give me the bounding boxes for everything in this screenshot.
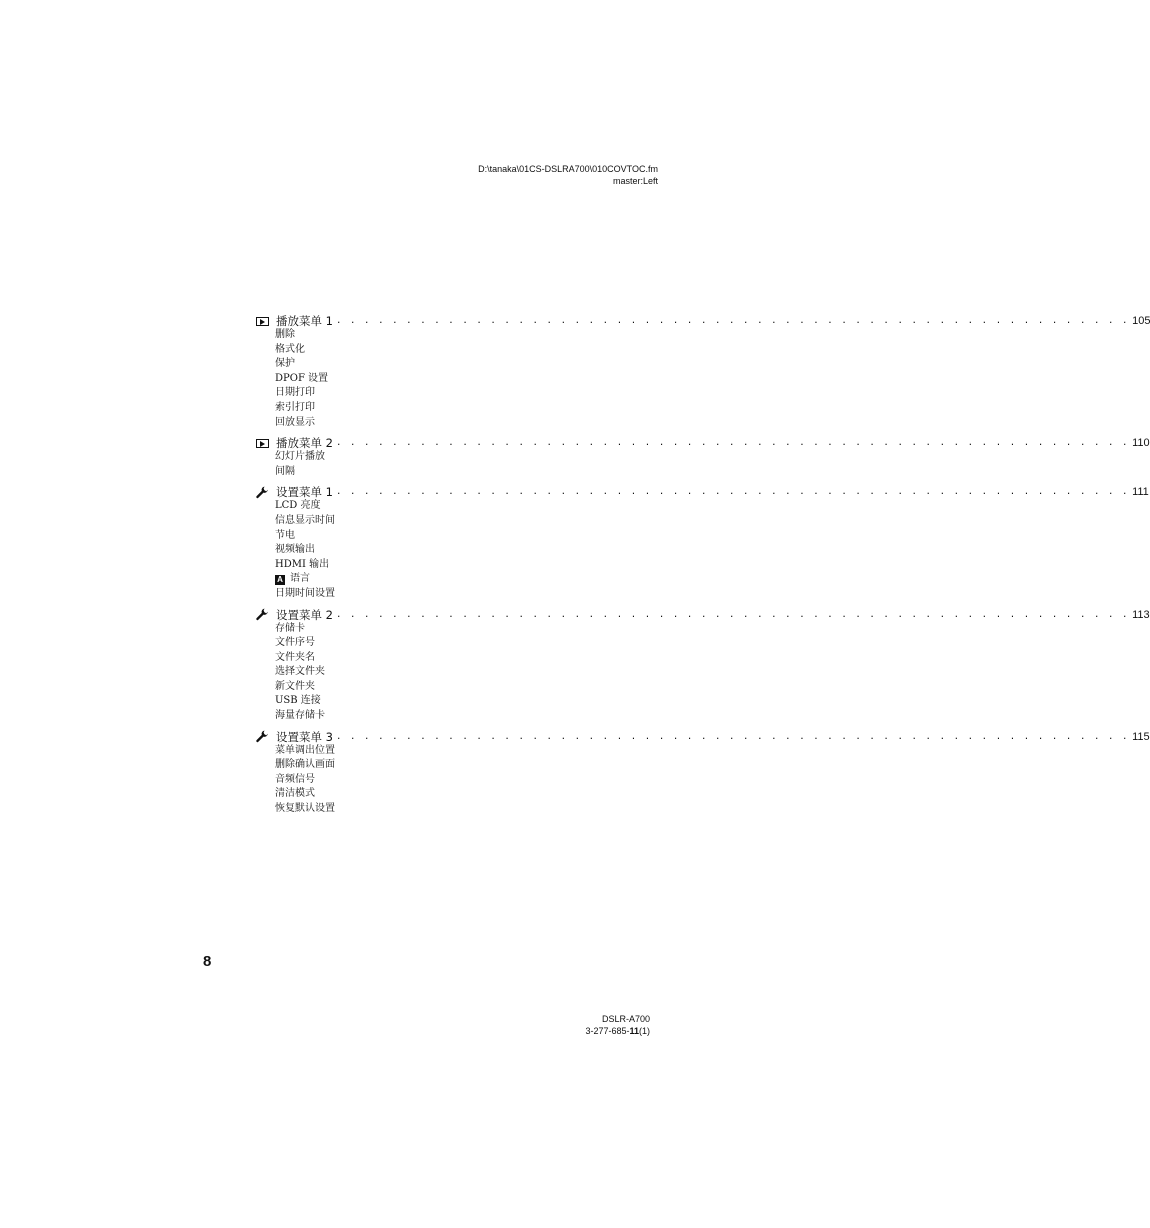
- dot-leader: . . . . . . . . . . . . . . . . . . . . . . . . . . . . . . . . . . . . . . . . . . . . . . . . . . . . . . . . .: [335, 487, 1130, 498]
- toc-item[interactable]: 间隔: [275, 465, 295, 477]
- toc-item[interactable]: 海量存储卡: [275, 710, 325, 722]
- toc-item[interactable]: 清洁模式: [275, 788, 315, 800]
- section-page-number: 110: [1132, 437, 1150, 450]
- play-icon: [256, 436, 269, 450]
- wrench-icon: [256, 485, 269, 499]
- toc-entry-setup-2[interactable]: [256, 606, 1150, 622]
- toc-section-setup-2: [256, 606, 1150, 724]
- toc-item-label: 语言: [290, 573, 310, 585]
- toc-item[interactable]: 删除: [275, 329, 295, 340]
- toc-section-setup-1: [256, 483, 1149, 601]
- toc-item[interactable]: 选择文件夹: [275, 666, 325, 678]
- toc-item[interactable]: 索引打印: [275, 401, 315, 413]
- toc-item[interactable]: 格式化: [275, 343, 305, 355]
- toc-entry-setup-1[interactable]: [256, 483, 1149, 500]
- toc-item[interactable]: 幻灯片播放: [275, 451, 325, 463]
- toc-item-language[interactable]: [275, 572, 658, 587]
- toc-section-setup-3: [256, 728, 1150, 817]
- document-code: [585, 1025, 650, 1037]
- toc-item[interactable]: LCD 亮度: [275, 500, 321, 512]
- toc-entry-playback-2[interactable]: [256, 434, 1150, 451]
- code-prefix: 3-277-685-: [585, 1026, 630, 1036]
- master-page-label: master:Left: [612, 176, 658, 186]
- language-icon: A: [275, 575, 285, 585]
- play-icon: [256, 314, 269, 328]
- toc-entry-playback-1[interactable]: [256, 312, 1150, 328]
- toc-item[interactable]: 文件序号: [275, 637, 315, 649]
- dot-leader: . . . . . . . . . . . . . . . . . . . . . . . . . . . . . . . . . . . . . . . . . . . . . . . . . . . . . . . . .: [335, 316, 1130, 326]
- code-bold: 11: [629, 1026, 639, 1036]
- section-page-number: 115: [1132, 730, 1150, 743]
- toc-section-playback-2: [256, 434, 1150, 479]
- section-items: [256, 744, 658, 817]
- section-page-number: 111: [1132, 486, 1149, 499]
- section-title: 播放菜单 1: [276, 314, 333, 328]
- dot-leader: . . . . . . . . . . . . . . . . . . . . . . . . . . . . . . . . . . . . . . . . . . . . . . . . . . . . . . . . .: [335, 438, 1130, 449]
- toc-item[interactable]: 新文件夹: [275, 680, 315, 692]
- toc-item[interactable]: 回放显示: [275, 416, 315, 428]
- section-title: 设置菜单 2: [276, 607, 333, 622]
- dot-leader: . . . . . . . . . . . . . . . . . . . . . . . . . . . . . . . . . . . . . . . . . . . . . . . . . . . . . . . . .: [335, 609, 1130, 620]
- code-suffix: (1): [639, 1026, 650, 1036]
- dot-leader: . . . . . . . . . . . . . . . . . . . . . . . . . . . . . . . . . . . . . . . . . . . . . . . . . . . . . . . . .: [335, 731, 1130, 742]
- section-title: 设置菜单 3: [276, 729, 333, 744]
- toc-entry-setup-3[interactable]: [256, 728, 1150, 744]
- toc-section-playback-1: [256, 312, 1150, 430]
- toc-item[interactable]: HDMI 输出: [275, 558, 330, 570]
- toc-item[interactable]: DPOF 设置: [275, 372, 329, 384]
- toc-item[interactable]: 日期打印: [275, 387, 315, 399]
- toc-item[interactable]: 信息显示时间: [275, 514, 335, 526]
- section-page-number: 105: [1132, 315, 1150, 327]
- section-title: 设置菜单 1: [276, 485, 333, 500]
- section-page-number: 113: [1132, 608, 1150, 621]
- wrench-icon: [256, 730, 269, 744]
- file-path: D:\tanaka\01CS-DSLRA700\010COVTOC.fm: [478, 164, 658, 174]
- page-number: 8: [203, 953, 212, 970]
- toc-item[interactable]: 视频输出: [275, 544, 315, 556]
- section-items: [256, 622, 658, 724]
- section-items: [256, 499, 658, 601]
- toc-item[interactable]: 文件夹名: [275, 651, 315, 663]
- toc-item[interactable]: 日期时间设置: [275, 587, 335, 599]
- section-title: 播放菜单 2: [276, 436, 333, 451]
- toc-item[interactable]: USB 连接: [275, 695, 321, 707]
- model-name: DSLR-A700: [601, 1014, 650, 1024]
- toc-item[interactable]: 删除确认画面: [275, 759, 335, 771]
- file-path-header: [478, 163, 658, 187]
- toc-item[interactable]: 保护: [275, 358, 295, 370]
- toc-item[interactable]: 恢复默认设置: [275, 803, 335, 815]
- footer: [585, 1013, 650, 1037]
- toc-item[interactable]: 菜单调出位置: [275, 744, 335, 756]
- section-items: [256, 450, 658, 479]
- section-items: [256, 328, 658, 430]
- wrench-icon: [256, 608, 269, 622]
- table-of-contents: [256, 312, 1150, 821]
- toc-item[interactable]: 存储卡: [275, 622, 305, 634]
- toc-item[interactable]: 节电: [275, 529, 295, 541]
- toc-item[interactable]: 音频信号: [275, 773, 315, 785]
